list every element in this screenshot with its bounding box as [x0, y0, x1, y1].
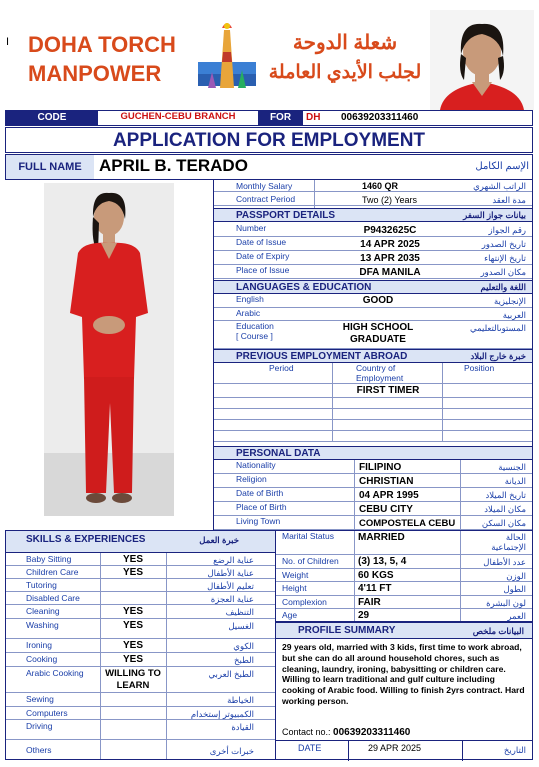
living-town-label: Living Town — [236, 516, 281, 526]
skill-value: WILLING TO LEARN — [105, 668, 161, 691]
weight-value: 60 KGS — [358, 570, 394, 581]
birthdate-row — [214, 488, 532, 502]
marital-label-ar-2: الإجتماعية — [491, 542, 526, 552]
skill-label: Others — [26, 745, 52, 755]
arabic-label: Arabic — [236, 308, 261, 318]
previous-title-ar: خبرة خارج البلاد — [470, 351, 526, 361]
religion-row — [214, 474, 532, 488]
age-row — [276, 609, 532, 622]
height-value: 4'11 FT — [358, 583, 392, 594]
applicant-full-photo — [44, 183, 174, 516]
previous-country-1: FIRST TIMER — [356, 385, 420, 396]
full-name-row — [5, 154, 533, 180]
personal2-col-divider-1 — [354, 531, 355, 621]
languages-title-ar: اللغة والتعليم — [480, 282, 526, 292]
contact-value: 00639203311460 — [333, 727, 411, 738]
contract-value: Two (2) Years — [362, 195, 418, 205]
profile-title: PROFILE SUMMARY — [298, 625, 396, 636]
living-town-row — [214, 516, 532, 530]
skill-label: Baby Sitting — [26, 554, 72, 564]
skills-title: SKILLS & EXPERIENCES — [26, 534, 146, 545]
skill-label: Arabic Cooking — [26, 668, 84, 678]
skill-value: YES — [122, 620, 143, 631]
religion-label: Religion — [236, 474, 267, 484]
personal2-col-divider-2 — [460, 531, 461, 621]
birthplace-row — [214, 502, 532, 516]
skill-label: Computers — [26, 708, 68, 718]
height-row — [276, 582, 532, 596]
birthplace-value: CEBU CITY — [359, 504, 413, 515]
skill-label-ar: الخياطة — [227, 695, 254, 705]
skill-row — [6, 667, 275, 693]
details-col-divider-3 — [460, 460, 461, 530]
date-label: DATE — [298, 743, 322, 753]
passport-expiry-label-ar: تاريخ الإنتهاء — [484, 253, 526, 263]
weight-label-ar: الوزن — [506, 571, 526, 581]
passport-expiry-row — [214, 251, 532, 265]
weight-label: Weight — [282, 570, 309, 580]
height-label: Height — [282, 583, 307, 593]
skill-label-ar: خبرات أخرى — [209, 746, 254, 756]
contact-line — [282, 727, 410, 738]
skill-row — [6, 693, 275, 707]
education-value — [314, 322, 442, 346]
skill-value: YES — [122, 640, 143, 651]
skill-label: Cleaning — [26, 606, 60, 616]
period-header: Period — [269, 363, 294, 373]
salary-label-ar: الراتب الشهري — [473, 181, 526, 191]
marital-label-ar-1: الحالة — [505, 532, 526, 542]
passport-expiry-label: Date of Expiry — [236, 251, 290, 261]
skill-row — [6, 720, 275, 740]
skill-row — [6, 566, 275, 579]
personal2-table — [276, 530, 533, 622]
children-label: No. of Children — [282, 556, 339, 566]
contract-label-ar: مدة العقد — [492, 195, 526, 205]
previous-title: PREVIOUS EMPLOYMENT ABROAD — [236, 351, 408, 362]
date-value: 29 APR 2025 — [368, 743, 422, 753]
company-name-ar — [265, 28, 425, 88]
children-label-ar: عدد الأطفال — [483, 557, 526, 567]
birthdate-value: 04 APR 1995 — [359, 490, 419, 501]
skill-row — [6, 707, 275, 720]
birthdate-label: Date of Birth — [236, 488, 284, 498]
previous-row-1 — [214, 384, 532, 398]
education-value-line2: GRADUATE — [350, 334, 406, 345]
passport-number-value: P9432625C — [363, 225, 417, 236]
skill-row — [6, 592, 275, 605]
children-row — [276, 555, 532, 569]
header-mark: I — [6, 36, 10, 48]
complexion-row — [276, 596, 532, 609]
full-name-label: FULL NAME — [6, 155, 94, 179]
education-value-line1: HIGH SCHOOL — [342, 322, 414, 333]
contract-label: Contract Period — [236, 194, 296, 204]
skills-section-title — [6, 531, 275, 553]
for-label: FOR — [258, 111, 303, 125]
skill-label-ar: عناية الرضع — [213, 555, 254, 565]
education-label-line1: Education — [236, 321, 274, 331]
company-name-en — [28, 30, 176, 88]
skill-row — [6, 553, 275, 566]
previous-row-5 — [214, 431, 532, 442]
passport-number-label: Number — [236, 223, 267, 233]
education-label-line2: [ Course ] — [236, 331, 273, 341]
date-row — [276, 740, 532, 760]
contract-row — [214, 193, 532, 206]
passport-place-value: DFA MANILA — [359, 267, 421, 278]
languages-title: LANGUAGES & EDUCATION — [236, 282, 372, 293]
passport-section-title — [214, 208, 532, 222]
skill-row — [6, 653, 275, 667]
position-header: Position — [464, 363, 495, 373]
previous-col-divider-2 — [442, 363, 443, 442]
education-label — [236, 321, 274, 341]
skill-label: Tutoring — [26, 580, 57, 590]
company-name-ar-line2: لجلب الأيدي العاملة — [268, 62, 422, 83]
country-header-line2: Employment — [356, 373, 404, 383]
company-name-ar-line1: شعلة الدوحة — [292, 32, 398, 54]
skill-label-ar: الغسيل — [228, 621, 254, 631]
skill-row — [6, 619, 275, 639]
branch-name: GUCHEN-CEBU BRANCH — [120, 111, 236, 122]
header-phone: 00639203311460 — [341, 112, 419, 123]
birthdate-label-ar: تاريخ الميلاد — [485, 490, 526, 500]
skills-title-ar: خبرة العمل — [199, 535, 239, 545]
code-label: CODE — [6, 111, 98, 125]
dh-code: DH — [306, 112, 321, 123]
arabic-label-ar: العربية — [502, 310, 526, 320]
salary-label: Monthly Salary — [236, 181, 293, 191]
skill-label-ar: القيادة — [231, 722, 254, 732]
skill-label-ar: عناية العجزة — [210, 594, 254, 604]
passport-issue-value: 14 APR 2025 — [360, 239, 420, 250]
nationality-row — [214, 460, 532, 474]
skill-value: YES — [122, 554, 143, 565]
profile-text: 29 years old, married with 3 kids, first time to work abroad, but she can do all around household chores, such as cleaning, laundry, ironing, babysitting or children care. Willing to learn traditional and gulf culture including cooking of Arabic food. Willing to finish 2yrs contract. Hard working person. — [282, 642, 525, 706]
skill-label-ar: الطبخ — [234, 655, 254, 665]
arabic-row — [214, 308, 532, 321]
country-header — [356, 363, 403, 383]
skill-label-ar: التنظيف — [225, 607, 254, 617]
passport-place-row — [214, 265, 532, 279]
english-label-ar: الإنجليزية — [493, 296, 526, 306]
marital-row — [276, 531, 532, 555]
skill-label: Washing — [26, 620, 59, 630]
passport-issue-row — [214, 237, 532, 251]
previous-row-2 — [214, 398, 532, 409]
english-value: GOOD — [362, 295, 394, 306]
passport-expiry-value: 13 APR 2035 — [360, 253, 420, 264]
passport-issue-label-ar: تاريخ الصدور — [481, 239, 526, 249]
salary-value: 1460 QR — [362, 181, 399, 191]
passport-title: PASSPORT DETAILS — [236, 210, 336, 221]
date-divider-2 — [462, 741, 463, 761]
height-label-ar: الطول — [503, 584, 526, 594]
skill-label-ar: الطبخ العربي — [208, 669, 254, 679]
personal-section-title: PERSONAL DATA — [214, 446, 532, 460]
skill-row — [6, 639, 275, 653]
profile-summary — [276, 622, 533, 760]
contact-label: Contact no.: — [282, 727, 331, 737]
company-name-en-line1: DOHA TORCH — [28, 32, 176, 57]
previous-col-divider-1 — [332, 363, 333, 442]
date-divider-1 — [348, 741, 349, 761]
english-label: English — [236, 294, 264, 304]
skill-label: Sewing — [26, 694, 54, 704]
birthplace-label-ar: مكان الميلاد — [484, 504, 526, 514]
religion-value: CHRISTIAN — [359, 476, 414, 487]
applicant-portrait — [430, 10, 534, 110]
details-col-divider-2 — [354, 460, 355, 530]
details-col-divider-1 — [314, 180, 315, 208]
date-label-ar: التاريخ — [503, 745, 526, 755]
skills-col-divider-1 — [100, 553, 101, 759]
marital-label-ar — [460, 532, 526, 552]
full-name-label-ar: الإسم الكامل — [475, 161, 529, 172]
skill-value: YES — [122, 567, 143, 578]
age-label-ar: العمر — [507, 611, 526, 621]
age-value: 29 — [358, 610, 370, 621]
skill-row — [6, 579, 275, 592]
previous-row-4 — [214, 420, 532, 431]
skill-label: Cooking — [26, 654, 58, 664]
previous-section-title — [214, 349, 532, 363]
passport-number-row — [214, 223, 532, 237]
previous-header-row — [214, 363, 532, 384]
skill-label: Disabled Care — [26, 593, 80, 603]
details-table — [213, 180, 533, 530]
full-name-value: APRIL B. TERADO — [99, 156, 248, 175]
skill-row — [6, 740, 275, 760]
complexion-label: Complexion — [282, 597, 327, 607]
complexion-label-ar: لون البشرة — [486, 598, 526, 608]
country-header-line1: Country of — [356, 363, 396, 373]
form-title: APPLICATION FOR EMPLOYMENT — [5, 127, 533, 153]
nationality-label-ar: الجنسية — [498, 462, 526, 472]
marital-value: MARRIED — [358, 532, 405, 543]
education-label-ar: المستوىالتعليمي — [470, 323, 526, 333]
skill-label: Ironing — [26, 640, 52, 650]
children-value: (3) 13, 5, 4 — [358, 556, 407, 567]
skill-label-ar: الكمبيوتر إستخدام — [190, 709, 254, 719]
skill-value: YES — [122, 654, 143, 665]
passport-title-ar: بيانات جواز السفر — [463, 210, 526, 220]
education-row — [214, 321, 532, 349]
living-town-label-ar: مكان السكن — [481, 518, 526, 528]
skill-label: Children Care — [26, 567, 79, 577]
skill-label-ar: عناية الأطفال — [207, 568, 254, 578]
company-logo — [198, 22, 256, 92]
skill-value: YES — [122, 606, 143, 617]
age-label: Age — [282, 610, 298, 620]
skill-label-ar: الكوي — [233, 641, 254, 651]
salary-row — [214, 180, 532, 192]
nationality-value: FILIPINO — [359, 462, 402, 473]
skills-table — [5, 530, 276, 760]
nationality-label: Nationality — [236, 460, 276, 470]
passport-place-label: Place of Issue — [236, 265, 290, 275]
skill-row — [6, 605, 275, 619]
marital-label: Marital Status — [282, 531, 334, 541]
living-town-value: COMPOSTELA CEBU — [359, 518, 456, 529]
languages-section-title — [214, 280, 532, 294]
passport-issue-label: Date of Issue — [236, 237, 287, 247]
skills-col-divider-2 — [166, 553, 167, 759]
religion-label-ar: الديانة — [504, 476, 526, 486]
code-bar — [5, 110, 533, 126]
english-row — [214, 294, 532, 308]
company-name-en-line2: MANPOWER — [28, 61, 162, 86]
birthplace-label: Place of Birth — [236, 502, 287, 512]
profile-title-ar: البيانات ملخص — [472, 626, 524, 636]
skill-label: Driving — [26, 721, 53, 731]
profile-section-title — [276, 623, 532, 639]
passport-number-label-ar: رقم الجواز — [488, 225, 526, 235]
weight-row — [276, 569, 532, 582]
previous-row-3 — [214, 409, 532, 420]
passport-place-label-ar: مكان الصدور — [480, 267, 526, 277]
skill-label-ar: تعليم الأطفال — [207, 581, 254, 591]
complexion-value: FAIR — [358, 597, 381, 608]
